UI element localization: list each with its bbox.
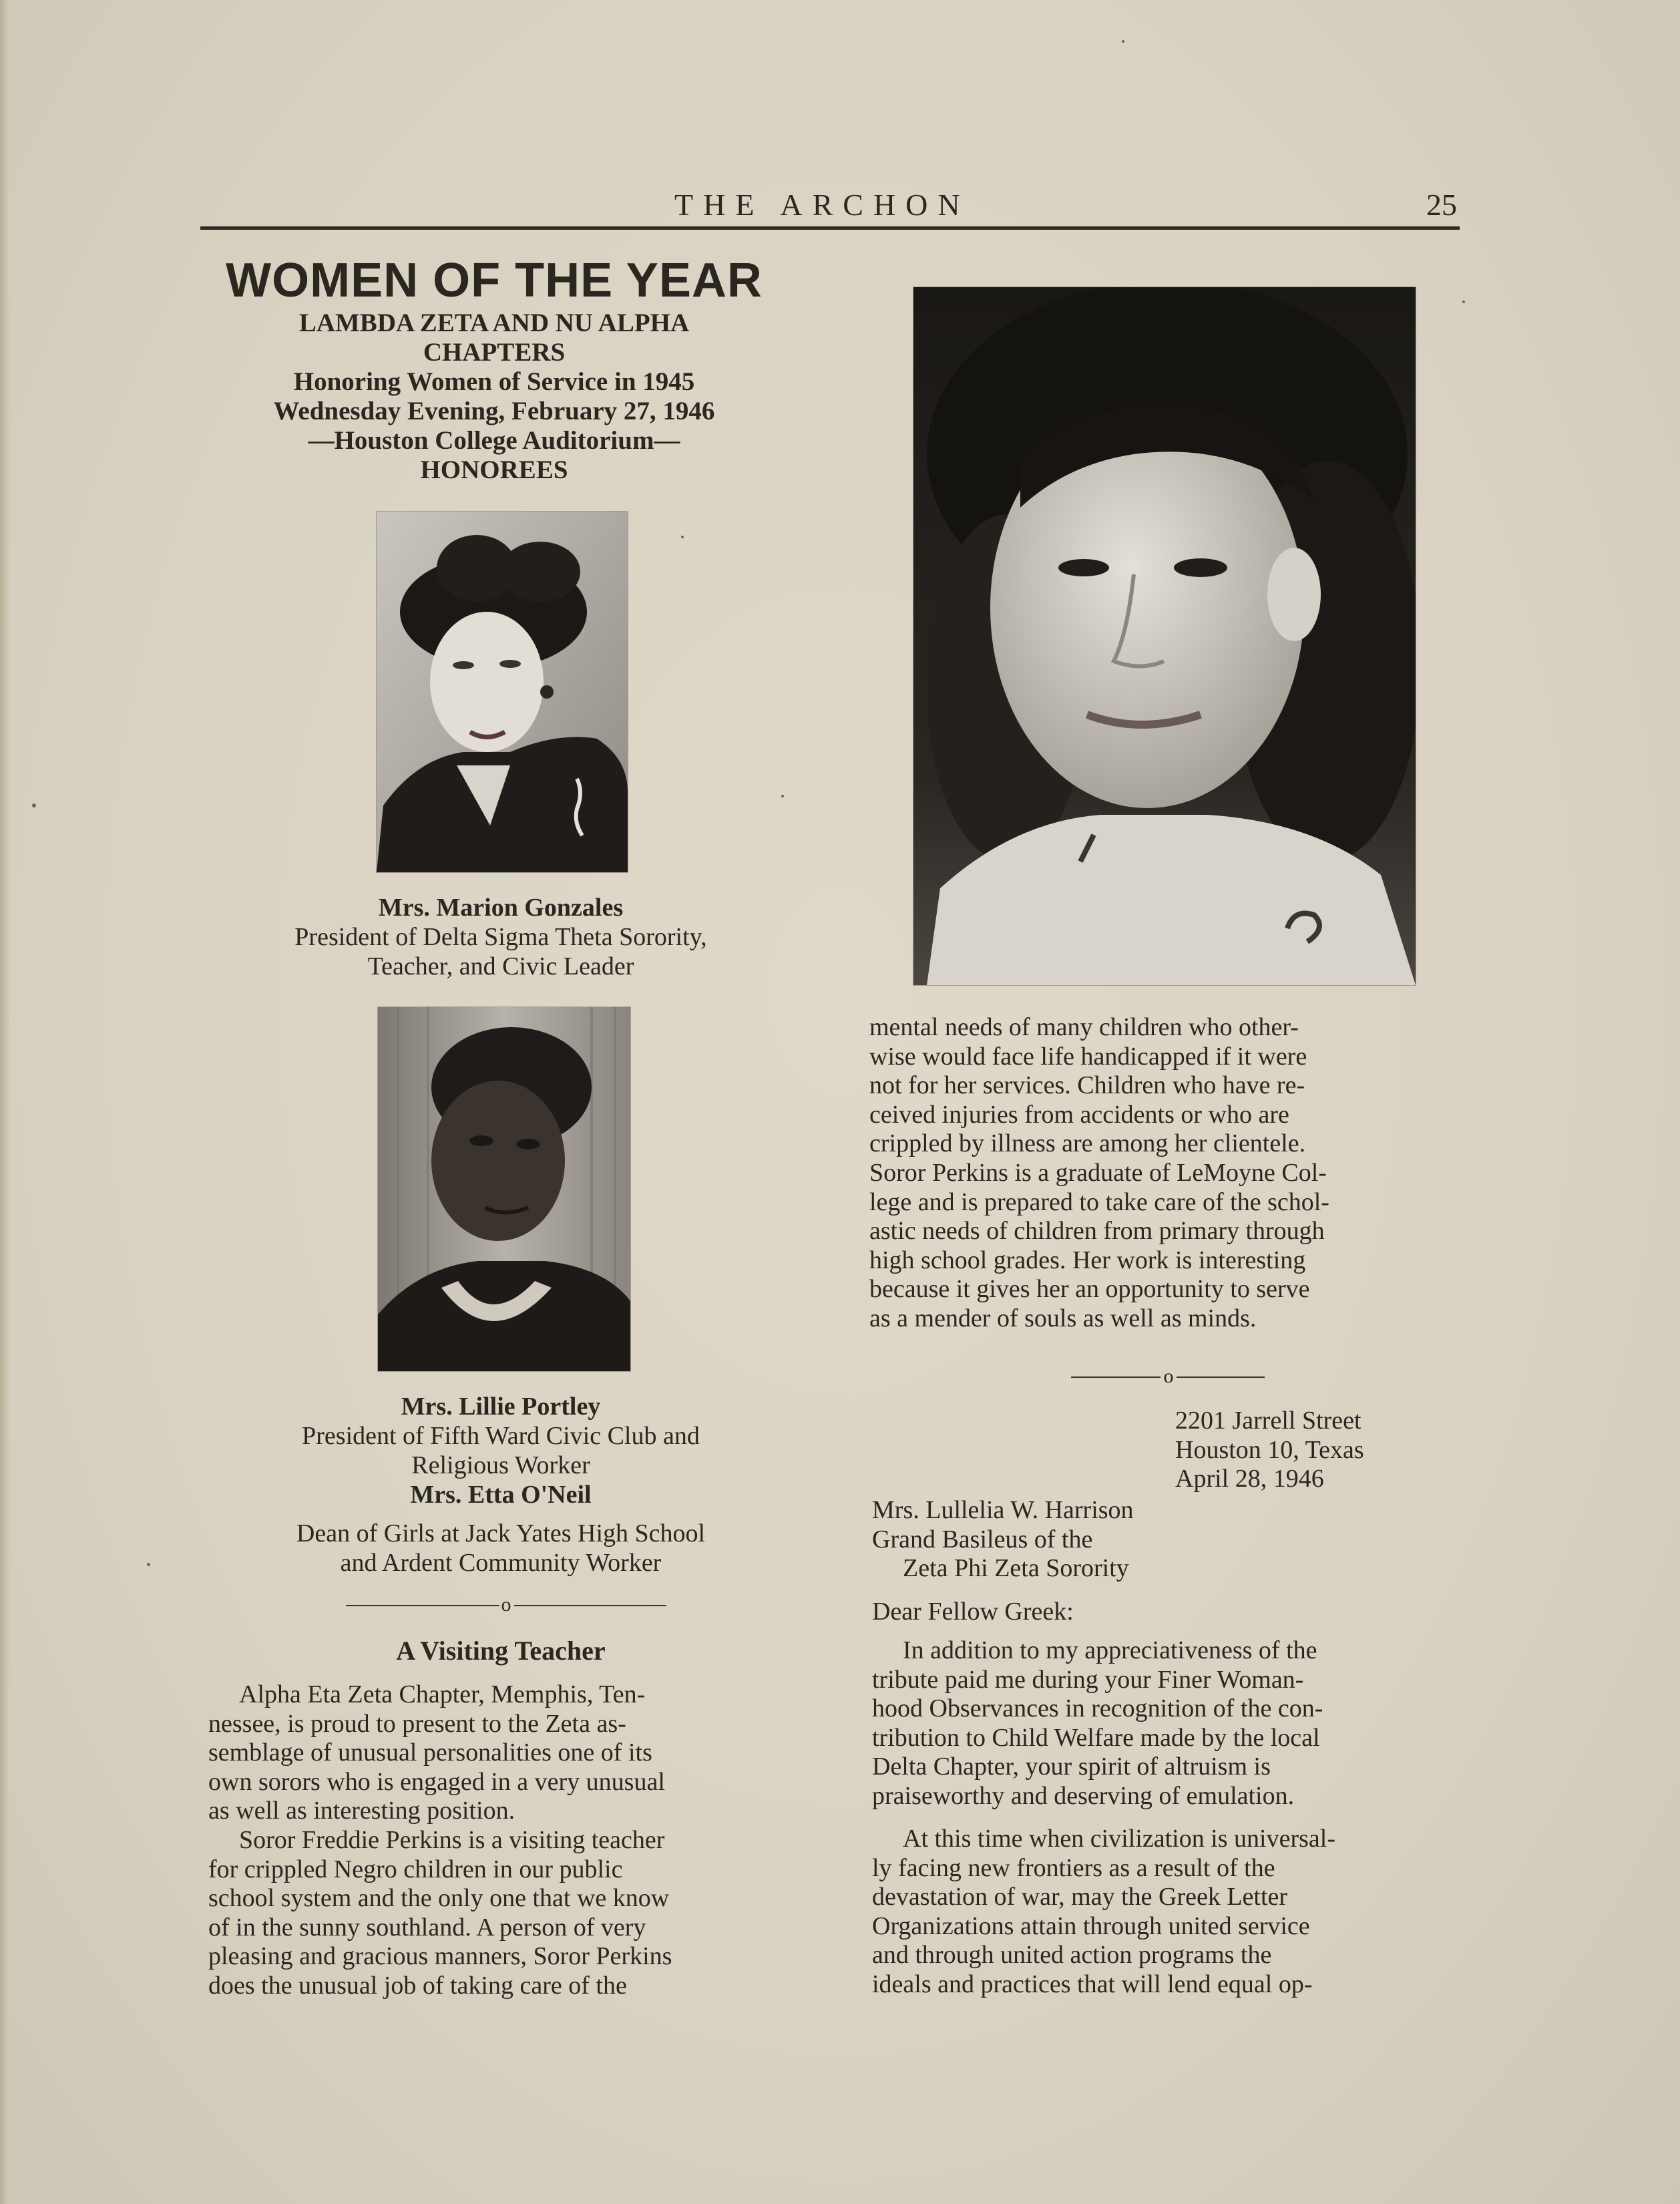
portrait-image-2 (378, 1007, 630, 1371)
article-line: does the unusual job of taking care of the (208, 1971, 627, 2000)
article-line: because it gives her an opportunity to serve (869, 1275, 1310, 1304)
article-line: mental needs of many children who other- (869, 1013, 1299, 1041)
headline-line-1: LAMBDA ZETA AND NU ALPHA (298, 309, 690, 337)
letter-date: April 28, 1946 (1175, 1465, 1324, 1493)
header-rule (200, 226, 1460, 230)
article-line: school system and the only one that we know (208, 1884, 670, 1913)
letter-line: Organizations attain through united service (872, 1911, 1310, 1940)
article-line: ceived injuries from accidents or who are (869, 1100, 1289, 1129)
article-line: semblage of unusual personalities one of its (208, 1738, 652, 1767)
sender-street: 2201 Jarrell Street (1175, 1407, 1361, 1435)
letter-line: Delta Chapter, your spirit of altruism is (872, 1753, 1271, 1781)
recipient-org: Zeta Phi Zeta Sorority (903, 1554, 1129, 1583)
letter-line: ideals and practices that will lend equal op- (872, 1970, 1313, 1998)
separator-line (346, 1605, 499, 1606)
article-line: nessee, is proud to present to the Zeta as- (208, 1709, 626, 1738)
article-line: of in the sunny southland. A person of very (208, 1913, 646, 1942)
article-line: as well as interesting position. (208, 1797, 515, 1825)
page-spine-shadow (0, 0, 9, 2204)
honoree-2-desc-2: Religious Worker (411, 1451, 590, 1479)
separator-line (1177, 1376, 1265, 1378)
article-line: Soror Freddie Perkins is a visiting teacher (239, 1825, 665, 1854)
article-line: own sorors who is engaged in a very unusual (208, 1767, 665, 1796)
honoree-2-name: Mrs. Lillie Portley (401, 1393, 601, 1421)
section-separator-right (1071, 1366, 1265, 1387)
article-line: pleasing and gracious manners, Soror Perkins (208, 1942, 672, 1971)
visiting-teacher-article (208, 1680, 809, 2001)
honoree-3-name: Mrs. Etta O'Neil (410, 1481, 592, 1509)
headline-title: WOMEN OF THE YEAR (226, 254, 763, 307)
letter-paragraph-2 (872, 1825, 1470, 2000)
article-line: wise would face life handicapped if it were (869, 1042, 1307, 1071)
article-line: for crippled Negro children in our public (208, 1855, 623, 1883)
article-line: as a mender of souls as well as minds. (869, 1304, 1257, 1332)
letter-line: ly facing new frontiers as a result of the (872, 1853, 1275, 1882)
separator-mark: o (1163, 1365, 1174, 1387)
honoree-1-desc-1: President of Delta Sigma Theta Sorority, (294, 923, 707, 951)
separator-line (1071, 1376, 1161, 1378)
honoree-3-caption (200, 1480, 801, 1578)
page-number: 25 (1426, 188, 1457, 222)
sender-city: Houston 10, Texas (1175, 1435, 1364, 1464)
letter-line: At this time when civilization is universal- (903, 1825, 1335, 1853)
article-line: astic needs of children from primary through (869, 1217, 1325, 1246)
article-line: lege and is prepared to take care of the schol- (869, 1187, 1329, 1216)
separator-mark: o (501, 1594, 511, 1616)
letter-salutation: Dear Fellow Greek: (872, 1598, 1074, 1626)
headline-block (200, 252, 788, 485)
honoree-2-desc-1: President of Fifth Ward Civic Club and (302, 1422, 700, 1450)
honoree-1-desc-2: Teacher, and Civic Leader (367, 952, 634, 980)
portrait-image-large (913, 287, 1416, 985)
portrait-image-1 (377, 512, 628, 872)
letter-line: hood Observances in recognition of the con- (872, 1694, 1323, 1723)
recipient-address (872, 1496, 1134, 1584)
article-line: Soror Perkins is a graduate of LeMoyne Col- (869, 1158, 1327, 1187)
headline-line-2: CHAPTERS (423, 338, 566, 367)
visiting-teacher-continuation (869, 1013, 1470, 1334)
section-separator-left (346, 1595, 666, 1615)
letter-line: and through united action programs the (872, 1941, 1272, 1970)
recipient-title: Grand Basileus of the (872, 1525, 1093, 1553)
letter-line: tribute paid me during your Finer Woman- (872, 1665, 1304, 1694)
honoree-3-desc-2: and Ardent Community Worker (340, 1549, 662, 1577)
portrait-photo-large (913, 287, 1416, 985)
running-title: THE ARCHON (674, 188, 970, 222)
article-line: high school grades. Her work is interesting (869, 1246, 1306, 1274)
letter-line: praiseworthy and deserving of emulation. (872, 1781, 1295, 1810)
letter-line: In addition to my appreciativeness of the (903, 1636, 1317, 1664)
separator-line (514, 1605, 666, 1606)
headline-line-6: HONOREES (420, 455, 568, 484)
portrait-photo-1 (377, 512, 628, 872)
visiting-teacher-title: A Visiting Teacher (396, 1636, 606, 1666)
headline-line-5: —Houston College Auditorium— (308, 426, 680, 455)
letter-line: tribution to Child Welfare made by the local (872, 1723, 1320, 1752)
honoree-2-caption (200, 1392, 801, 1480)
article-line: Alpha Eta Zeta Chapter, Memphis, Ten- (239, 1680, 646, 1708)
article-line: not for her services. Children who have re- (869, 1071, 1305, 1100)
portrait-photo-2 (378, 1007, 630, 1371)
headline-line-4: Wednesday Evening, February 27, 1946 (273, 397, 715, 425)
honoree-3-desc-1: Dean of Girls at Jack Yates High School (296, 1519, 706, 1547)
recipient-name: Mrs. Lullelia W. Harrison (872, 1496, 1134, 1524)
letter-line: devastation of war, may the Greek Letter (872, 1883, 1288, 1911)
honoree-1-name: Mrs. Marion Gonzales (378, 894, 624, 922)
letter-paragraph-1 (872, 1636, 1470, 1811)
headline-line-3: Honoring Women of Service in 1945 (293, 367, 695, 396)
article-line: crippled by illness are among her clientele. (869, 1129, 1306, 1158)
sender-address (1175, 1407, 1364, 1494)
honoree-1-caption (200, 893, 801, 981)
